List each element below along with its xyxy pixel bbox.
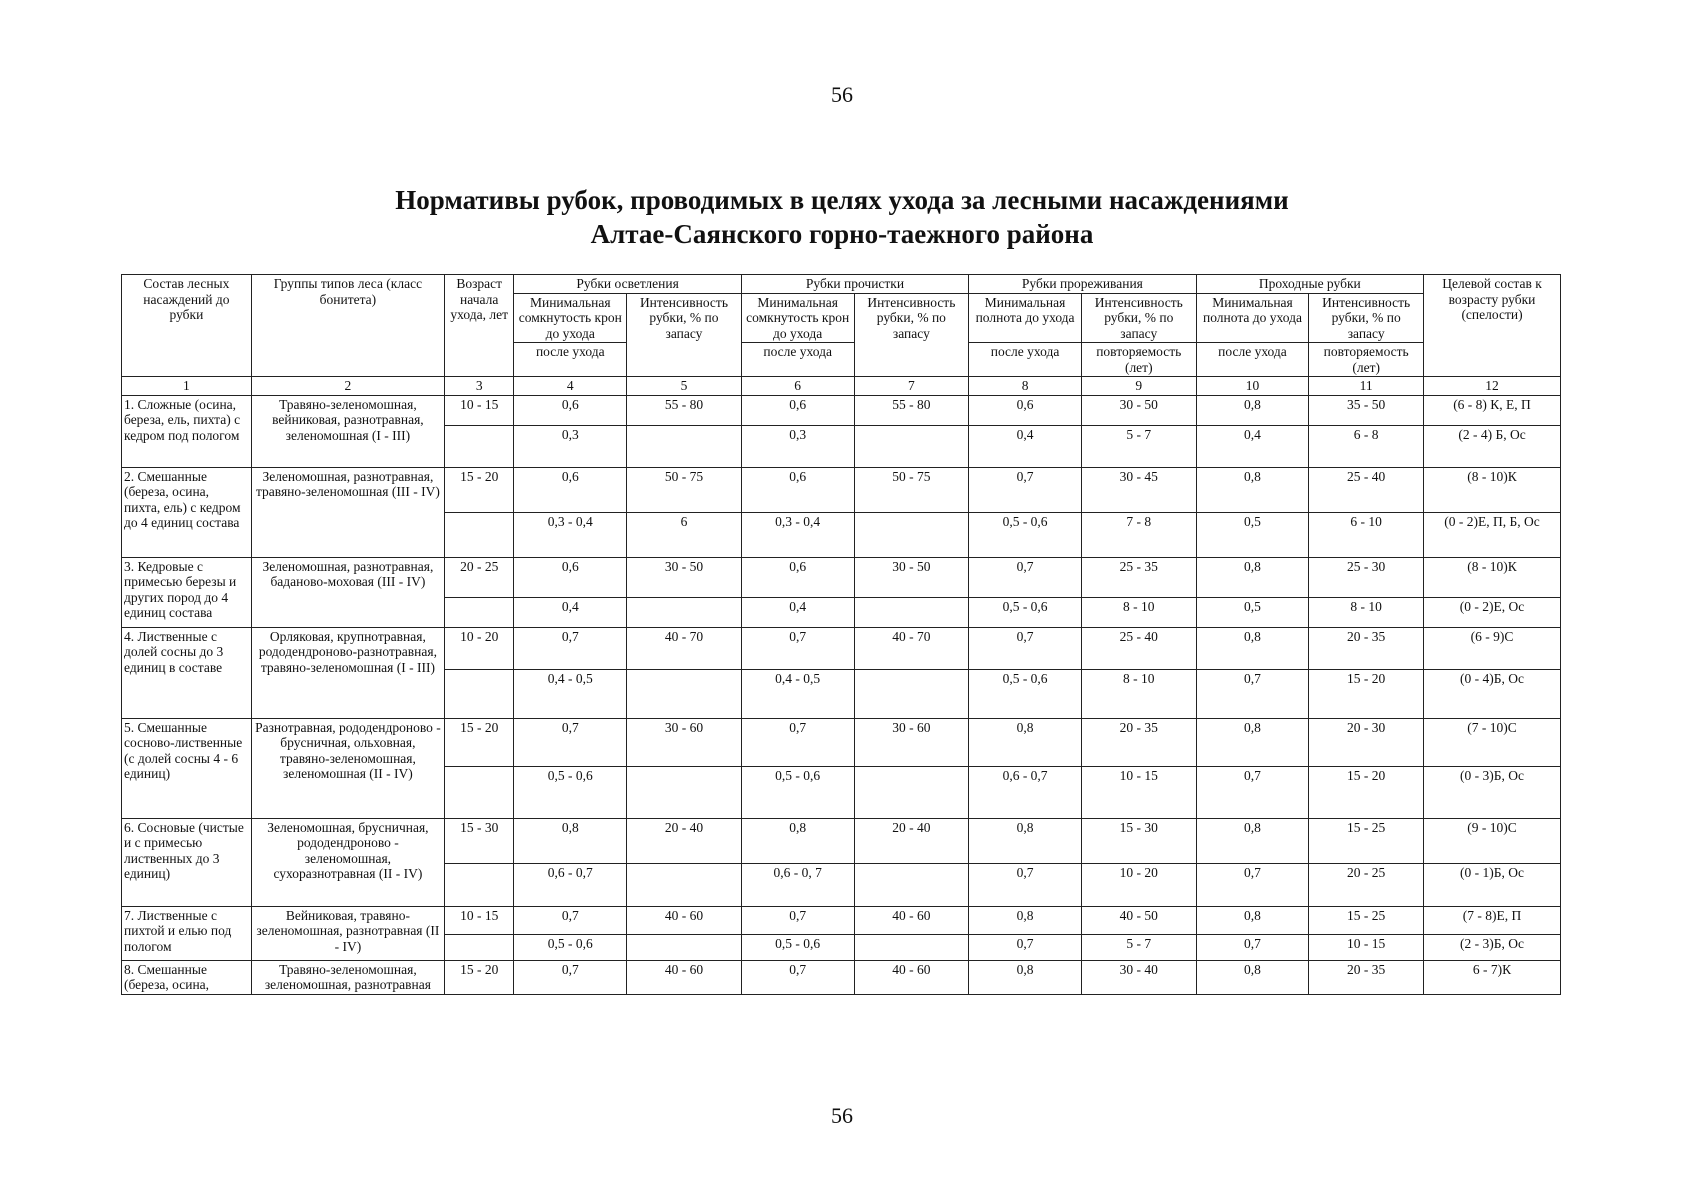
value-cell bbox=[854, 669, 969, 718]
header-target: Целевой состав к возрасту рубки (спелости) bbox=[1424, 275, 1561, 377]
header-intensity-1: Интенсивность рубки, % по запасу bbox=[627, 293, 742, 377]
header-intensity-3: Интенсивность рубки, % по запасу bbox=[1081, 293, 1196, 343]
value-cell: 0,6 - 0, 7 bbox=[741, 863, 854, 906]
value-cell: 0,3 bbox=[741, 425, 854, 467]
value-cell: 0,7 bbox=[969, 863, 1082, 906]
value-cell: 0,5 - 0,6 bbox=[969, 597, 1082, 627]
value-cell: 0,5 bbox=[1196, 512, 1309, 557]
value-cell: 20 - 30 bbox=[1309, 718, 1424, 766]
value-cell: 20 - 40 bbox=[854, 818, 969, 863]
value-cell: 30 - 50 bbox=[854, 557, 969, 597]
value-cell bbox=[627, 863, 742, 906]
value-cell: 20 - 40 bbox=[627, 818, 742, 863]
value-cell: 0,8 bbox=[1196, 557, 1309, 597]
title-line-2: Алтае-Саянского горно-таежного района bbox=[590, 219, 1094, 249]
column-number: 1 bbox=[122, 377, 252, 396]
start-age-cell: 10 - 15 bbox=[445, 395, 514, 425]
column-number: 5 bbox=[627, 377, 742, 396]
header-recurrence-2: повторяемость (лет) bbox=[1309, 343, 1424, 377]
value-cell: 30 - 45 bbox=[1081, 467, 1196, 512]
header-after-care-3: после ухода bbox=[969, 343, 1082, 377]
value-cell: 20 - 35 bbox=[1081, 718, 1196, 766]
value-cell: 6 - 10 bbox=[1309, 512, 1424, 557]
value-cell: 20 - 25 bbox=[1309, 863, 1424, 906]
composition-cell: 3. Кедровые с примесью березы и других пород до 4 единиц состава bbox=[122, 557, 252, 627]
target-composition-cell: (6 - 8) К, Е, П bbox=[1424, 395, 1561, 425]
value-cell: 0,7 bbox=[741, 906, 854, 934]
composition-cell: 8. Смешанные (береза, осина, bbox=[122, 960, 252, 994]
value-cell: 0,6 bbox=[741, 557, 854, 597]
target-composition-cell: (8 - 10)К bbox=[1424, 557, 1561, 597]
value-cell: 0,7 bbox=[969, 467, 1082, 512]
value-cell: 15 - 25 bbox=[1309, 906, 1424, 934]
header-intensity-4: Интенсивность рубки, % по запасу bbox=[1309, 293, 1424, 343]
forest-types-cell: Разнотравная, рододендроново - брусничная, ольховная, травяно-зеленомошная, зеленомошная (II - IV) bbox=[251, 718, 444, 818]
start-age-cell-empty bbox=[445, 512, 514, 557]
value-cell: 40 - 60 bbox=[854, 960, 969, 994]
value-cell: 6 - 8 bbox=[1309, 425, 1424, 467]
value-cell: 0,5 - 0,6 bbox=[969, 512, 1082, 557]
value-cell: 0,7 bbox=[514, 906, 627, 934]
header-row-numbers bbox=[122, 377, 1561, 396]
start-age-cell: 15 - 20 bbox=[445, 718, 514, 766]
composition-cell: 5. Смешанные сосново-лиственные (с долей сосны 4 - 6 единиц) bbox=[122, 718, 252, 818]
value-cell bbox=[854, 425, 969, 467]
document-title bbox=[0, 183, 1684, 251]
forest-types-cell: Травяно-зеленомошная, вейниковая, разнотравная, зеленомошная (I - III) bbox=[251, 395, 444, 467]
table-row bbox=[122, 467, 1561, 512]
value-cell: 8 - 10 bbox=[1081, 597, 1196, 627]
value-cell: 25 - 30 bbox=[1309, 557, 1424, 597]
value-cell: 0,4 bbox=[514, 597, 627, 627]
header-after-care-2: после ухода bbox=[741, 343, 854, 377]
value-cell: 0,5 - 0,6 bbox=[741, 934, 854, 960]
target-composition-cell: (7 - 8)Е, П bbox=[1424, 906, 1561, 934]
start-age-cell: 10 - 15 bbox=[445, 906, 514, 934]
value-cell: 5 - 7 bbox=[1081, 425, 1196, 467]
value-cell: 25 - 35 bbox=[1081, 557, 1196, 597]
target-composition-cell: (7 - 10)С bbox=[1424, 718, 1561, 766]
value-cell: 0,5 bbox=[1196, 597, 1309, 627]
header-after-care-4: после ухода bbox=[1196, 343, 1309, 377]
column-number: 3 bbox=[445, 377, 514, 396]
target-composition-cell: 6 - 7)К bbox=[1424, 960, 1561, 994]
value-cell bbox=[627, 766, 742, 818]
value-cell: 0,6 bbox=[514, 395, 627, 425]
target-composition-cell: (0 - 2)Е, П, Б, Ос bbox=[1424, 512, 1561, 557]
composition-cell: 1. Сложные (осина, береза, ель, пихта) с кедром под пологом bbox=[122, 395, 252, 467]
value-cell: 20 - 35 bbox=[1309, 627, 1424, 669]
forest-types-cell: Зеленомошная, брусничная, рододендроново - зеленомошная, сухоразнотравная (II - IV) bbox=[251, 818, 444, 906]
composition-cell: 7. Лиственные с пихтой и елью под пологом bbox=[122, 906, 252, 960]
value-cell: 40 - 60 bbox=[854, 906, 969, 934]
value-cell: 0,8 bbox=[1196, 395, 1309, 425]
composition-cell: 4. Лиственные с долей сосны до 3 единиц в составе bbox=[122, 627, 252, 718]
value-cell: 0,6 bbox=[514, 467, 627, 512]
start-age-cell: 15 - 30 bbox=[445, 818, 514, 863]
value-cell: 0,7 bbox=[969, 557, 1082, 597]
table-row bbox=[122, 960, 1561, 994]
value-cell bbox=[854, 934, 969, 960]
forest-types-cell: Вейниковая, травяно-зеленомошная, разнотравная (II - IV) bbox=[251, 906, 444, 960]
header-recurrence-1: повторяемость (лет) bbox=[1081, 343, 1196, 377]
value-cell: 0,5 - 0,6 bbox=[741, 766, 854, 818]
value-cell: 0,7 bbox=[514, 718, 627, 766]
value-cell: 0,4 bbox=[741, 597, 854, 627]
header-group-passing: Проходные рубки bbox=[1196, 275, 1423, 294]
header-row-groups bbox=[122, 275, 1561, 294]
header-forest-types: Группы типов леса (класс бонитета) bbox=[251, 275, 444, 377]
start-age-cell: 20 - 25 bbox=[445, 557, 514, 597]
start-age-cell-empty bbox=[445, 934, 514, 960]
value-cell: 0,5 - 0,6 bbox=[969, 669, 1082, 718]
value-cell: 30 - 50 bbox=[1081, 395, 1196, 425]
start-age-cell: 10 - 20 bbox=[445, 627, 514, 669]
forest-types-cell: Зеленомошная, разнотравная, баданово-моховая (III - IV) bbox=[251, 557, 444, 627]
value-cell: 35 - 50 bbox=[1309, 395, 1424, 425]
column-number: 9 bbox=[1081, 377, 1196, 396]
value-cell: 0,7 bbox=[741, 960, 854, 994]
target-composition-cell: (6 - 9)С bbox=[1424, 627, 1561, 669]
table-row bbox=[122, 557, 1561, 597]
title-line-1: Нормативы рубок, проводимых в целях ухода за лесными насаждениями bbox=[395, 185, 1289, 215]
table-row bbox=[122, 818, 1561, 863]
target-composition-cell: (0 - 1)Б, Ос bbox=[1424, 863, 1561, 906]
value-cell: 30 - 60 bbox=[627, 718, 742, 766]
value-cell: 50 - 75 bbox=[854, 467, 969, 512]
value-cell: 0,7 bbox=[1196, 863, 1309, 906]
value-cell: 0,6 bbox=[969, 395, 1082, 425]
value-cell: 8 - 10 bbox=[1309, 597, 1424, 627]
value-cell: 15 - 30 bbox=[1081, 818, 1196, 863]
value-cell: 0,6 bbox=[741, 467, 854, 512]
value-cell: 40 - 60 bbox=[627, 906, 742, 934]
target-composition-cell: (2 - 4) Б, Ос bbox=[1424, 425, 1561, 467]
value-cell: 15 - 25 bbox=[1309, 818, 1424, 863]
column-number: 12 bbox=[1424, 377, 1561, 396]
value-cell: 0,7 bbox=[741, 718, 854, 766]
value-cell bbox=[854, 766, 969, 818]
forest-types-cell: Травяно-зеленомошная, зеленомошная, разнотравная bbox=[251, 960, 444, 994]
value-cell: 0,3 - 0,4 bbox=[741, 512, 854, 557]
value-cell: 0,7 bbox=[514, 960, 627, 994]
value-cell: 0,8 bbox=[1196, 818, 1309, 863]
value-cell: 0,8 bbox=[1196, 718, 1309, 766]
value-cell: 0,7 bbox=[1196, 669, 1309, 718]
value-cell: 0,8 bbox=[969, 906, 1082, 934]
value-cell: 30 - 40 bbox=[1081, 960, 1196, 994]
value-cell: 15 - 20 bbox=[1309, 766, 1424, 818]
value-cell: 0,6 bbox=[514, 557, 627, 597]
value-cell: 0,5 - 0,6 bbox=[514, 766, 627, 818]
header-min-density-2: Минимальная полнота до ухода bbox=[1196, 293, 1309, 343]
value-cell: 8 - 10 bbox=[1081, 669, 1196, 718]
composition-cell: 2. Смешанные (береза, осина, пихта, ель) с кедром до 4 единиц состава bbox=[122, 467, 252, 557]
value-cell: 20 - 35 bbox=[1309, 960, 1424, 994]
value-cell bbox=[627, 425, 742, 467]
start-age-cell-empty bbox=[445, 597, 514, 627]
value-cell: 0,8 bbox=[969, 960, 1082, 994]
header-min-closure-1: Минимальная сомкнутость крон до ухода bbox=[514, 293, 627, 343]
value-cell: 40 - 70 bbox=[854, 627, 969, 669]
value-cell: 40 - 50 bbox=[1081, 906, 1196, 934]
start-age-cell-empty bbox=[445, 863, 514, 906]
value-cell: 0,7 bbox=[1196, 934, 1309, 960]
start-age-cell: 15 - 20 bbox=[445, 960, 514, 994]
start-age-cell-empty bbox=[445, 766, 514, 818]
value-cell: 30 - 50 bbox=[627, 557, 742, 597]
column-number: 7 bbox=[854, 377, 969, 396]
value-cell: 0,4 bbox=[969, 425, 1082, 467]
value-cell: 30 - 60 bbox=[854, 718, 969, 766]
value-cell: 0,7 bbox=[1196, 766, 1309, 818]
header-after-care-1: после ухода bbox=[514, 343, 627, 377]
value-cell: 10 - 15 bbox=[1081, 766, 1196, 818]
target-composition-cell: (9 - 10)С bbox=[1424, 818, 1561, 863]
value-cell: 0,4 - 0,5 bbox=[741, 669, 854, 718]
value-cell: 5 - 7 bbox=[1081, 934, 1196, 960]
value-cell: 25 - 40 bbox=[1309, 467, 1424, 512]
value-cell: 0,7 bbox=[969, 627, 1082, 669]
value-cell: 0,8 bbox=[969, 718, 1082, 766]
target-composition-cell: (0 - 3)Б, Ос bbox=[1424, 766, 1561, 818]
header-intensity-2: Интенсивность рубки, % по запасу bbox=[854, 293, 969, 377]
value-cell bbox=[854, 512, 969, 557]
value-cell: 0,7 bbox=[969, 934, 1082, 960]
value-cell bbox=[854, 597, 969, 627]
value-cell: 0,8 bbox=[514, 818, 627, 863]
start-age-cell: 15 - 20 bbox=[445, 467, 514, 512]
target-composition-cell: (2 - 3)Б, Ос bbox=[1424, 934, 1561, 960]
value-cell: 10 - 15 bbox=[1309, 934, 1424, 960]
value-cell: 6 bbox=[627, 512, 742, 557]
column-number: 10 bbox=[1196, 377, 1309, 396]
header-composition: Состав лесных насаждений до рубки bbox=[122, 275, 252, 377]
header-start-age: Возраст начала ухода, лет bbox=[445, 275, 514, 377]
value-cell: 0,7 bbox=[741, 627, 854, 669]
table-row bbox=[122, 627, 1561, 669]
value-cell: 0,8 bbox=[1196, 627, 1309, 669]
value-cell: 25 - 40 bbox=[1081, 627, 1196, 669]
value-cell: 0,4 - 0,5 bbox=[514, 669, 627, 718]
value-cell: 0,6 - 0,7 bbox=[514, 863, 627, 906]
value-cell: 0,3 - 0,4 bbox=[514, 512, 627, 557]
start-age-cell-empty bbox=[445, 669, 514, 718]
page-number-top: 56 bbox=[831, 82, 853, 107]
value-cell: 0,8 bbox=[1196, 906, 1309, 934]
value-cell: 0,6 - 0,7 bbox=[969, 766, 1082, 818]
target-composition-cell: (0 - 4)Б, Ос bbox=[1424, 669, 1561, 718]
value-cell: 50 - 75 bbox=[627, 467, 742, 512]
column-number: 8 bbox=[969, 377, 1082, 396]
norms-table bbox=[121, 274, 1561, 995]
value-cell: 0,3 bbox=[514, 425, 627, 467]
value-cell: 55 - 80 bbox=[854, 395, 969, 425]
column-number: 2 bbox=[251, 377, 444, 396]
table-row bbox=[122, 718, 1561, 766]
value-cell: 40 - 70 bbox=[627, 627, 742, 669]
value-cell: 0,8 bbox=[741, 818, 854, 863]
header-min-closure-2: Минимальная сомкнутость крон до ухода bbox=[741, 293, 854, 343]
value-cell bbox=[627, 934, 742, 960]
value-cell: 0,6 bbox=[741, 395, 854, 425]
header-min-density-1: Минимальная полнота до ухода bbox=[969, 293, 1082, 343]
value-cell: 0,8 bbox=[1196, 467, 1309, 512]
target-composition-cell: (0 - 2)Е, Ос bbox=[1424, 597, 1561, 627]
composition-cell: 6. Сосновые (чистые и с примесью лиственных до 3 единиц) bbox=[122, 818, 252, 906]
target-composition-cell: (8 - 10)К bbox=[1424, 467, 1561, 512]
header-group-thinning-light: Рубки осветления bbox=[514, 275, 741, 294]
value-cell: 10 - 20 bbox=[1081, 863, 1196, 906]
table-row bbox=[122, 395, 1561, 425]
page-number-bottom: 56 bbox=[831, 1103, 853, 1128]
value-cell: 0,7 bbox=[514, 627, 627, 669]
start-age-cell-empty bbox=[445, 425, 514, 467]
value-cell bbox=[627, 669, 742, 718]
value-cell: 40 - 60 bbox=[627, 960, 742, 994]
forest-types-cell: Орляковая, крупнотравная, рододендроново-разнотравная, травяно-зеленомошная (I - III) bbox=[251, 627, 444, 718]
value-cell bbox=[627, 597, 742, 627]
column-number: 4 bbox=[514, 377, 627, 396]
value-cell: 0,5 - 0,6 bbox=[514, 934, 627, 960]
value-cell: 15 - 20 bbox=[1309, 669, 1424, 718]
column-number: 11 bbox=[1309, 377, 1424, 396]
table-row bbox=[122, 906, 1561, 934]
value-cell: 0,8 bbox=[1196, 960, 1309, 994]
value-cell: 55 - 80 bbox=[627, 395, 742, 425]
value-cell: 0,8 bbox=[969, 818, 1082, 863]
value-cell: 0,4 bbox=[1196, 425, 1309, 467]
forest-types-cell: Зеленомошная, разнотравная, травяно-зеленомошная (III - IV) bbox=[251, 467, 444, 557]
header-group-thinning: Рубки прореживания bbox=[969, 275, 1196, 294]
column-number: 6 bbox=[741, 377, 854, 396]
value-cell bbox=[854, 863, 969, 906]
header-group-cleaning: Рубки прочистки bbox=[741, 275, 968, 294]
value-cell: 7 - 8 bbox=[1081, 512, 1196, 557]
